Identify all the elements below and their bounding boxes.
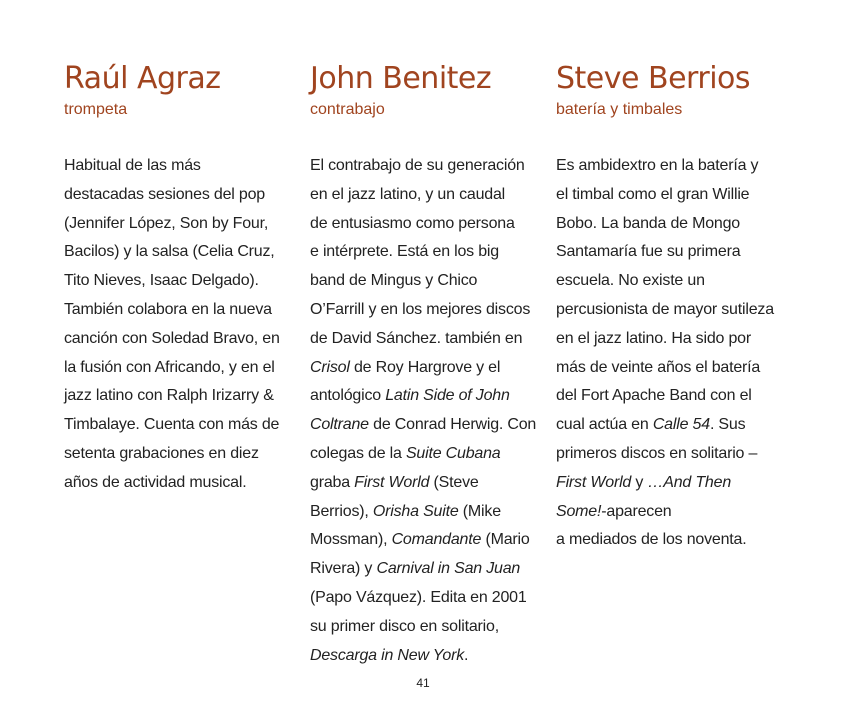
musician-name: John Benitez bbox=[310, 61, 492, 96]
bio-text: primeros discos en solitario – bbox=[556, 444, 758, 462]
musician-bio bbox=[310, 152, 538, 670]
bio-title-italic: Carnival in San Juan bbox=[376, 560, 521, 578]
musician-name: Steve Berrios bbox=[556, 61, 751, 96]
bio-line bbox=[556, 296, 788, 325]
bio-line bbox=[556, 325, 788, 354]
bio-text: . Sus bbox=[709, 416, 746, 434]
musician-bio bbox=[64, 152, 292, 498]
bio-line bbox=[556, 152, 788, 181]
bio-title-italic: Calle 54 bbox=[652, 416, 710, 434]
bio-line bbox=[64, 152, 292, 181]
bio-title-italic: Orisha Suite bbox=[372, 502, 459, 520]
bio-text: de Conrad Herwig. Con bbox=[368, 416, 537, 434]
bio-text: -aparecen bbox=[601, 502, 672, 520]
bio-text: O’Farrill y en los mejores discos bbox=[310, 300, 531, 318]
bio-line bbox=[310, 152, 538, 181]
bio-line bbox=[310, 526, 538, 555]
bio-title-italic: Some! bbox=[556, 502, 602, 520]
bio-text: su primer disco en solitario, bbox=[310, 617, 499, 635]
bio-line bbox=[310, 642, 538, 671]
page-number: 41 bbox=[416, 676, 430, 690]
bio-line bbox=[64, 210, 292, 239]
bio-text: Tito Nieves, Isaac Delgado). bbox=[64, 272, 259, 290]
bio-text: del Fort Apache Band con el bbox=[556, 387, 752, 405]
bio-title-italic: Comandante bbox=[391, 531, 482, 549]
bio-text: colegas de la bbox=[310, 444, 406, 462]
musician-bio bbox=[556, 152, 788, 555]
bio-line bbox=[64, 411, 292, 440]
bio-text: Es ambidextro en la batería y bbox=[556, 157, 759, 174]
bio-text: Rivera) y bbox=[310, 560, 377, 578]
instrument-label: contrabajo bbox=[310, 101, 385, 118]
bio-text: de David Sánchez. también en bbox=[310, 329, 523, 347]
bio-title-italic: First World bbox=[556, 473, 632, 491]
bio-line bbox=[310, 296, 538, 325]
bio-text: band de Mingus y Chico bbox=[310, 272, 478, 290]
bio-text: jazz latino con Ralph Irizarry & bbox=[64, 387, 274, 405]
bio-text: setenta grabaciones en diez bbox=[64, 444, 259, 462]
bio-title-italic: First World bbox=[354, 473, 430, 491]
bio-text: antológico bbox=[310, 387, 386, 405]
bio-text: la fusión con Africando, y en el bbox=[64, 358, 275, 376]
bio-text: Timbalaye. Cuenta con más de bbox=[64, 416, 280, 434]
bio-line bbox=[310, 411, 538, 440]
bio-text: (Mario bbox=[481, 531, 530, 549]
musician-name: Raúl Agraz bbox=[64, 61, 221, 96]
bio-line bbox=[556, 382, 788, 411]
bio-line bbox=[64, 325, 292, 354]
bio-line bbox=[310, 498, 538, 527]
bio-text: El contrabajo de su generación bbox=[310, 157, 525, 174]
bio-line bbox=[310, 555, 538, 584]
bio-text: escuela. No existe un bbox=[556, 272, 705, 290]
bio-text: más de veinte años el batería bbox=[556, 358, 761, 376]
bio-text: percusionista de mayor sutileza bbox=[556, 300, 774, 318]
bio-line bbox=[310, 382, 538, 411]
column-raul-agraz bbox=[64, 60, 292, 498]
bio-text: e intérprete. Está en los big bbox=[310, 243, 499, 261]
bio-title-italic: Crisol bbox=[310, 358, 350, 376]
bio-text: (Jennifer López, Son by Four, bbox=[64, 214, 269, 232]
bio-text: Mossman), bbox=[310, 531, 392, 549]
bio-line bbox=[556, 354, 788, 383]
bio-line bbox=[556, 210, 788, 239]
bio-line bbox=[310, 354, 538, 383]
bio-text: Bacilos) y la salsa (Celia Cruz, bbox=[64, 243, 275, 261]
bio-line bbox=[310, 181, 538, 210]
bio-text: (Papo Vázquez). Edita en 2001 bbox=[310, 588, 527, 606]
bio-line bbox=[64, 469, 292, 498]
bio-text: También colabora en la nueva bbox=[64, 300, 272, 318]
bio-text: años de actividad musical. bbox=[64, 473, 247, 491]
bio-title-italic: Latin Side of John bbox=[385, 387, 510, 405]
bio-line bbox=[64, 296, 292, 325]
bio-text: graba bbox=[310, 473, 355, 491]
bio-line bbox=[556, 526, 788, 555]
bio-line bbox=[556, 267, 788, 296]
bio-title-italic: Suite Cubana bbox=[405, 444, 501, 462]
bio-line bbox=[64, 181, 292, 210]
bio-text: de entusiasmo como persona bbox=[310, 214, 515, 232]
bio-text: en el jazz latino, y un caudal bbox=[310, 185, 506, 203]
bio-text: a mediados de los noventa. bbox=[556, 531, 747, 549]
bio-text: (Mike bbox=[458, 502, 501, 520]
bio-text: en el jazz latino. Ha sido por bbox=[556, 329, 752, 347]
instrument-label: trompeta bbox=[64, 101, 128, 118]
bio-line bbox=[310, 469, 538, 498]
bio-line bbox=[64, 354, 292, 383]
bio-line bbox=[64, 382, 292, 411]
bio-text: cual actúa en bbox=[556, 416, 653, 434]
bio-text: y bbox=[631, 473, 648, 491]
bio-text: (Steve bbox=[429, 473, 479, 491]
bio-line bbox=[310, 325, 538, 354]
bio-text: Berrios), bbox=[310, 502, 373, 520]
bio-line bbox=[310, 440, 538, 469]
bio-line bbox=[310, 584, 538, 613]
bio-text: canción con Soledad Bravo, en bbox=[64, 329, 280, 347]
bio-title-italic: Coltrane bbox=[310, 416, 369, 434]
column-steve-berrios bbox=[556, 60, 788, 555]
bio-text: el timbal como el gran Willie bbox=[556, 185, 750, 203]
bio-text: destacadas sesiones del pop bbox=[64, 185, 265, 203]
bio-line bbox=[556, 469, 788, 498]
bio-line bbox=[556, 498, 788, 527]
bio-text: . bbox=[464, 646, 469, 664]
bio-line bbox=[310, 238, 538, 267]
bio-line bbox=[64, 440, 292, 469]
bio-line bbox=[310, 210, 538, 239]
bio-line bbox=[556, 181, 788, 210]
bio-line bbox=[310, 613, 538, 642]
bio-text: de Roy Hargrove y el bbox=[349, 358, 501, 376]
bio-title-italic: Descarga in New York bbox=[310, 646, 465, 664]
bio-line bbox=[556, 411, 788, 440]
bio-line bbox=[64, 267, 292, 296]
instrument-label: batería y timbales bbox=[556, 101, 683, 118]
bio-line bbox=[310, 267, 538, 296]
bio-text: Habitual de las más bbox=[64, 157, 201, 174]
bio-title-italic: …And Then bbox=[647, 473, 732, 491]
bio-line bbox=[556, 238, 788, 267]
column-john-benitez bbox=[310, 60, 538, 670]
bio-text: Bobo. La banda de Mongo bbox=[556, 214, 741, 232]
bio-line bbox=[64, 238, 292, 267]
bio-line bbox=[556, 440, 788, 469]
bio-text: Santamaría fue su primera bbox=[556, 243, 741, 261]
